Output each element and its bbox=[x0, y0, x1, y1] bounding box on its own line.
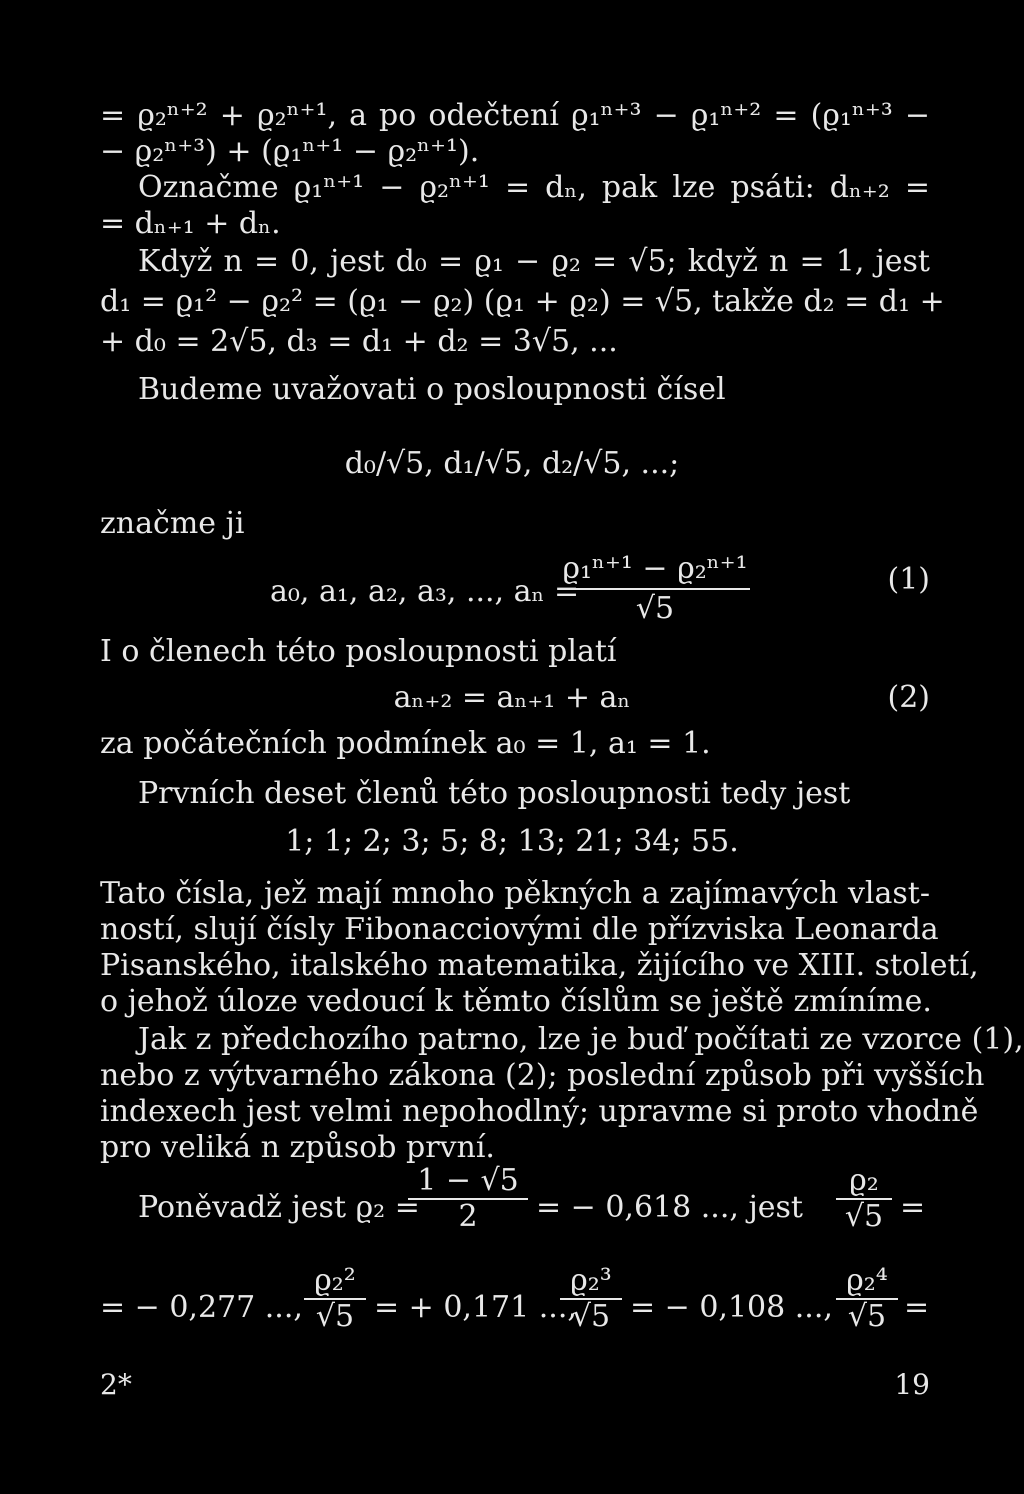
fraction bbox=[836, 1264, 898, 1334]
text-line: indexech jest velmi nepohodlný; upravme si proto vhodně bbox=[100, 1094, 979, 1129]
page-number: 19 bbox=[894, 1368, 930, 1401]
equation-2-label: (2) bbox=[887, 680, 930, 715]
ratio-line-text: = bbox=[900, 1190, 926, 1225]
fraction-denominator: √5 bbox=[315, 1299, 355, 1334]
equation-1-fraction bbox=[560, 550, 750, 628]
fraction bbox=[560, 1264, 622, 1334]
fraction bbox=[304, 1264, 366, 1334]
text-line: = dₙ₊₁ + dₙ. bbox=[100, 206, 281, 241]
fraction-numerator: ϱ₂³ bbox=[560, 1264, 622, 1300]
fraction-numerator: ϱ₂⁴ bbox=[836, 1264, 898, 1300]
fraction-denominator: √5 bbox=[847, 1299, 887, 1334]
text-line: nebo z výtvarného zákona (2); poslední způsob při vyšších bbox=[100, 1058, 985, 1093]
fraction-denominator: 2 bbox=[458, 1199, 478, 1234]
fraction bbox=[836, 1164, 892, 1234]
equation-1-label: (1) bbox=[887, 562, 930, 597]
fraction-numerator: ϱ₂² bbox=[304, 1264, 366, 1300]
fraction-denominator: √5 bbox=[844, 1199, 884, 1234]
ratio-line-text: = + 0,171 ..., bbox=[374, 1290, 577, 1325]
ratio-line-2 bbox=[0, 1260, 1024, 1350]
text-line: d₁ = ϱ₁² − ϱ₂² = (ϱ₁ − ϱ₂) (ϱ₁ + ϱ₂) = √5, takže d₂ = d₁ + bbox=[100, 284, 945, 319]
fibonacci-sequence: 1; 1; 2; 3; 5; 8; 13; 21; 34; 55. bbox=[285, 824, 739, 859]
fraction-numerator: ϱ₂ bbox=[836, 1164, 892, 1200]
text-line: Když n = 0, jest d₀ = ϱ₁ − ϱ₂ = √5; když n = 1, jest bbox=[138, 244, 930, 279]
ratio-line-text: = − 0,618 ..., jest bbox=[536, 1190, 803, 1225]
sequence-equation: d₀/√5, d₁/√5, d₂/√5, ...; bbox=[344, 446, 680, 481]
text-line: o jehož úloze vedoucí k těmto číslům se ještě zmíníme. bbox=[100, 984, 932, 1019]
fraction-numerator: 1 − √5 bbox=[408, 1164, 528, 1200]
ratio-line-text: Poněvadž jest ϱ₂ = bbox=[138, 1190, 420, 1225]
ratio-line-1 bbox=[0, 1160, 1024, 1250]
text-line: Tato čísla, jež mají mnoho pěkných a zajímavých vlast- bbox=[100, 876, 930, 911]
text-line: značme ji bbox=[100, 506, 245, 541]
text-line: Označme ϱ₁ⁿ⁺¹ − ϱ₂ⁿ⁺¹ = dₙ, pak lze psáti: dₙ₊₂ = bbox=[138, 170, 930, 205]
equation-1-denominator: √5 bbox=[635, 591, 675, 626]
fraction bbox=[408, 1164, 528, 1234]
text-line: Budeme uvažovati o posloupnosti čísel bbox=[138, 372, 726, 407]
ratio-line-text: = − 0,277 ..., bbox=[100, 1290, 303, 1325]
equation-2: aₙ₊₂ = aₙ₊₁ + aₙ bbox=[393, 680, 631, 715]
printer-signature: 2* bbox=[100, 1368, 132, 1401]
text-line: = ϱ₂ⁿ⁺² + ϱ₂ⁿ⁺¹, a po odečtení ϱ₁ⁿ⁺³ − ϱ₁ⁿ⁺² = (ϱ₁ⁿ⁺³ − bbox=[100, 98, 930, 133]
text-line: ností, slují čísly Fibonacciovými dle přízviska Leonarda bbox=[100, 912, 939, 947]
fraction-denominator: √5 bbox=[571, 1299, 611, 1334]
text-line: Pisanského, italského matematika, žijícího ve XIII. století, bbox=[100, 948, 979, 983]
text-line: I o členech této posloupnosti platí bbox=[100, 634, 617, 669]
text-line: − ϱ₂ⁿ⁺³) + (ϱ₁ⁿ⁺¹ − ϱ₂ⁿ⁺¹). bbox=[100, 134, 480, 169]
text-line: + d₀ = 2√5, d₃ = d₁ + d₂ = 3√5, ... bbox=[100, 324, 618, 359]
text-line: Jak z předchozího patrno, lze je buď počítati ze vzorce (1), bbox=[138, 1022, 1024, 1057]
text-line: pro veliká n způsob první. bbox=[100, 1130, 495, 1165]
text-line: Prvních deset členů této posloupnosti tedy jest bbox=[138, 776, 851, 811]
ratio-line-text: = bbox=[904, 1290, 930, 1325]
text-line: za počátečních podmínek a₀ = 1, a₁ = 1. bbox=[100, 726, 711, 761]
ratio-line-text: = − 0,108 ..., bbox=[630, 1290, 833, 1325]
equation-1-lhs: a₀, a₁, a₂, a₃, ..., aₙ = bbox=[270, 574, 580, 609]
equation-1-numerator: ϱ₁ⁿ⁺¹ − ϱ₂ⁿ⁺¹ bbox=[560, 550, 750, 590]
